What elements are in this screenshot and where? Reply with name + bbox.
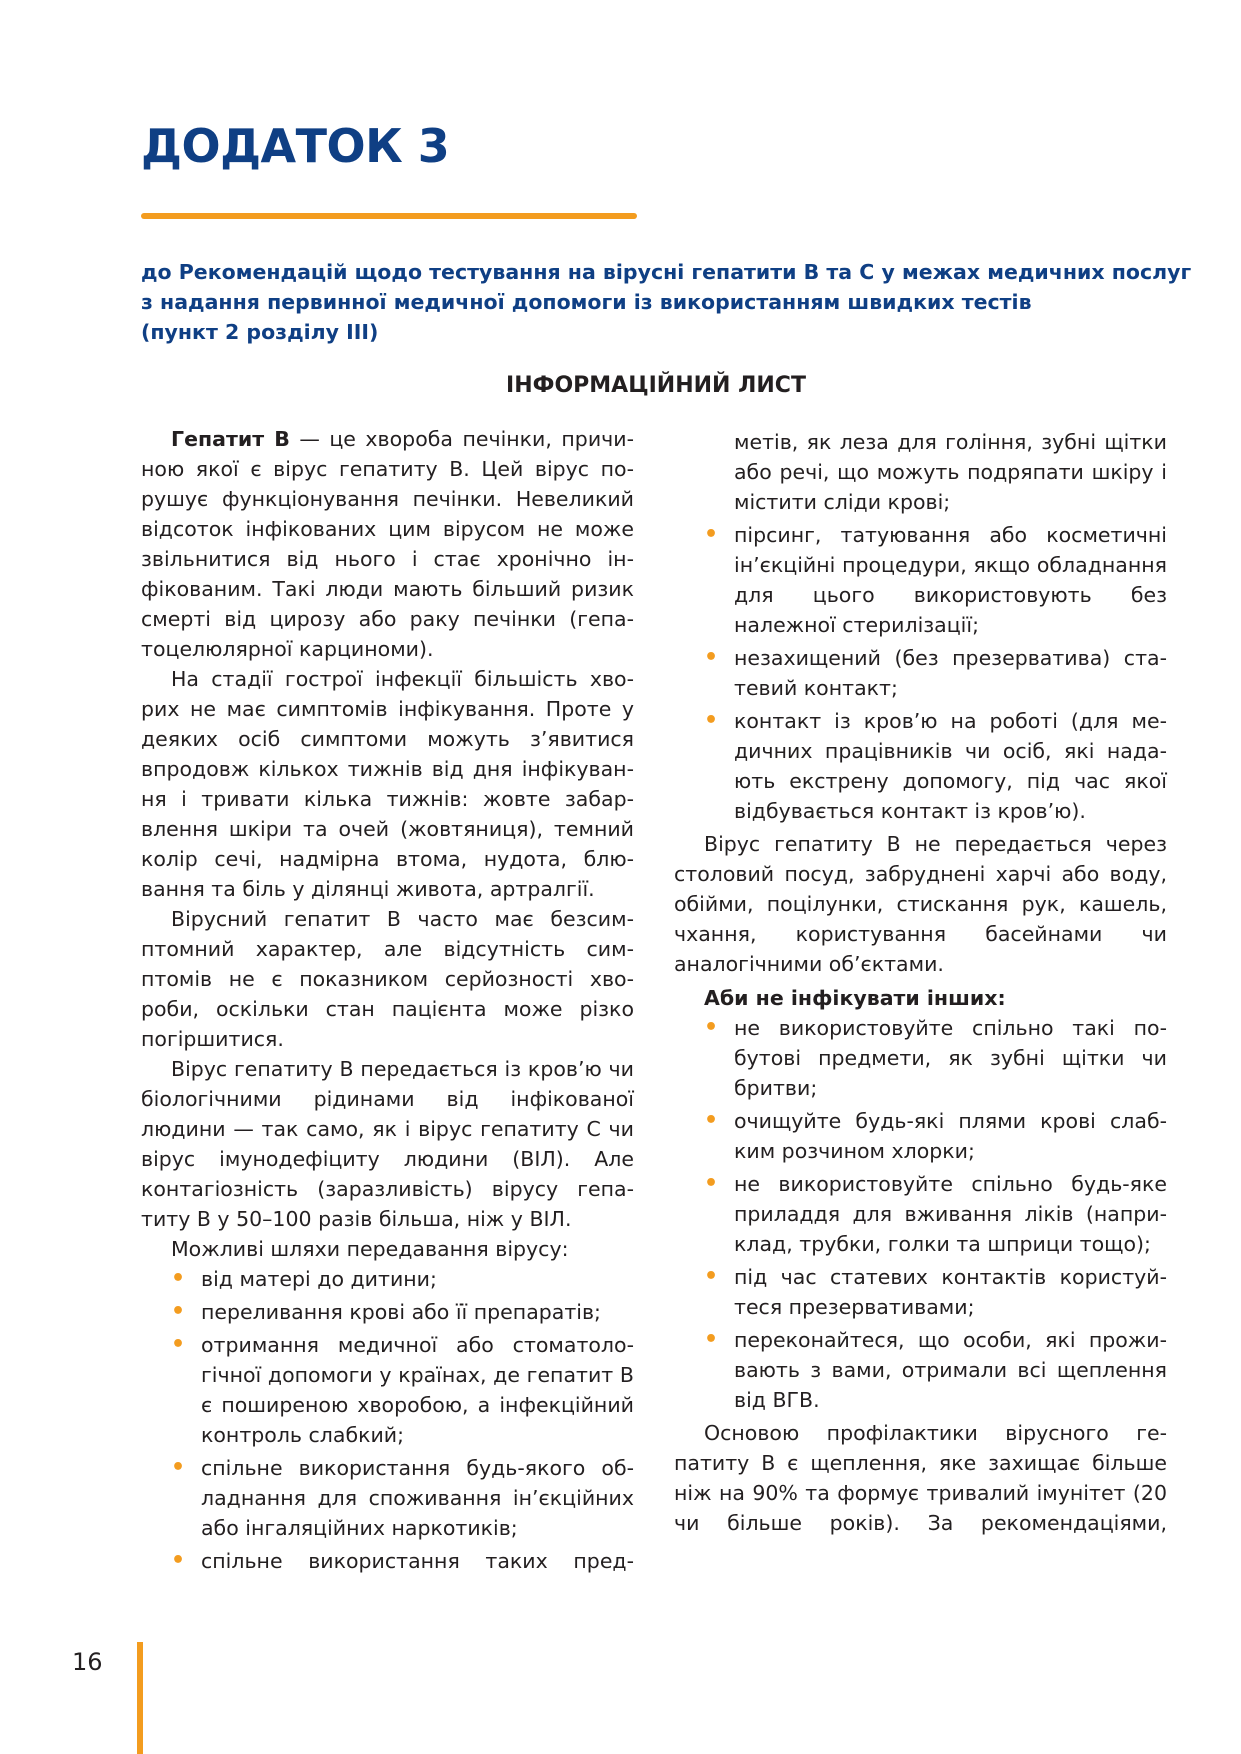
left-column <box>141 424 634 1579</box>
page-number-accent-bar <box>137 1642 143 1754</box>
paragraph-lead: Гепатит В <box>171 427 290 451</box>
right-column <box>674 427 1167 1538</box>
paragraph-acute-stage: На стадії гострої інфекції більшість хворих не має симптомів інфікування. Проте у деяких осіб симптоми можуть з’явитися впродовж кількох тижнів від дня інфікування і тривати кілька тижнів: жовте забарвлення шкіри та очей (жовтяниця), темний колір сечі, надмірна втома, нудота, блювання та біль у ділянці живота, артралгії. <box>141 667 634 901</box>
info-sheet-title: ІНФОРМАЦІЙНИЙ ЛИСТ <box>506 373 806 398</box>
list-item: • спільне використання будь-якого обладнання для споживання ін’єкційних або інгаляційних наркотиків; <box>141 1453 634 1543</box>
subtitle-line: до Рекомендацій щодо тестування на вірусні гепатити В та С у межах медичних послуг <box>141 260 1192 284</box>
document-subtitle <box>141 257 1192 347</box>
transmission-routes-list-continued <box>674 427 1167 826</box>
list-item: • не використовуйте спільно такі побутові предмети, як зубні щітки чи бритви; <box>674 1013 1167 1103</box>
list-item: • переливання крові або її препаратів; <box>141 1297 634 1327</box>
paragraph-text: — це хвороба печінки, причиною якої є вірус гепатиту В. Цей вірус порушує функціонування печінки. Невеликий відсоток інфікованих цим вірусом не може звільнитися від нього і стає хронічно інфікованим. Такі люди мають більший ризик смерті від цирозу або раку печінки (гепатоцелюлярної карциноми). <box>141 427 634 661</box>
list-item: • контакт із кров’ю на роботі (для медичних працівників чи осіб, які надають екстрену допомогу, під час якої відбувається контакт із кров’ю). <box>674 706 1167 826</box>
list-item: • від матері до дитини; <box>141 1264 634 1294</box>
transmission-routes-list <box>141 1264 634 1576</box>
list-item: • пірсинг, татуювання або косметичні ін’єкційні процедури, якщо обладнання для цього використовують без належної стерилізації; <box>674 520 1167 640</box>
prevention-list <box>674 1013 1167 1415</box>
list-item: • під час статевих контактів користуйтеся презервативами; <box>674 1262 1167 1322</box>
subtitle-line: з надання первинної медичної допомоги із використанням швидких тестів <box>141 290 1032 314</box>
list-item: • не використовуйте спільно будь-яке приладдя для вживання ліків (наприклад, трубки, голки та шприци тощо); <box>674 1169 1167 1259</box>
paragraph-hepatitis-b-definition <box>141 424 634 664</box>
paragraph-not-transmitted: Вірус гепатиту В не передається через столовий посуд, забруднені харчі або воду, обійми, поцілунки, стискання рук, кашель, чхання, користування басейнами чи аналогічними об’єктами. <box>674 832 1167 976</box>
list-item: • переконайтеся, що особи, які проживають з вами, отримали всі щеплення від ВГВ. <box>674 1325 1167 1415</box>
title-underline <box>141 213 637 219</box>
list-item: • спільне використання таких пред- <box>141 1546 634 1576</box>
paragraph-vaccination: Основою профілактики вірусного гепатиту В є щеплення, яке захищає більше ніж на 90% та формує тривалий імунітет (20 чи більше років). За рекомендаціями, <box>674 1421 1167 1535</box>
page-number: 16 <box>72 1648 103 1676</box>
paragraph-transmission: Вірус гепатиту В передається із кров’ю чи біологічними рідинами від інфікованої людини — так само, як і вірус гепатиту С чи вірус імунодефіциту людини (ВІЛ). Але контагіозність (заразливість) вірусу гепатиту В у 50–100 разів більша, ніж у ВІЛ. <box>141 1057 634 1231</box>
list-item: • очищуйте будь-які плями крові слабким розчином хлорки; <box>674 1106 1167 1166</box>
list-item: • незахищений (без презерватива) статевий контакт; <box>674 643 1167 703</box>
list-item: метів, як леза для гоління, зубні щітки або речі, що можуть подряпати шкіру і містити сліди крові; <box>734 430 1167 514</box>
list-item: • отримання медичної або стоматологічної допомоги у країнах, де гепатит В є поширеною хворобою, а інфекційний контроль слабкий; <box>141 1330 634 1450</box>
subtitle-line: (пункт 2 розділу III) <box>141 320 379 344</box>
paragraph-routes-intro: Можливі шляхи передавання вірусу: <box>171 1237 569 1261</box>
page-title: ДОДАТОК 3 <box>141 119 450 173</box>
prevention-subheading: Аби не інфікувати інших: <box>704 986 1006 1010</box>
paragraph-asymptomatic: Вірусний гепатит В часто має безсимптомний характер, але відсутність симптомів не є показником серйозності хвороби, оскільки стан пацієнта може різко погіршитися. <box>141 907 634 1051</box>
